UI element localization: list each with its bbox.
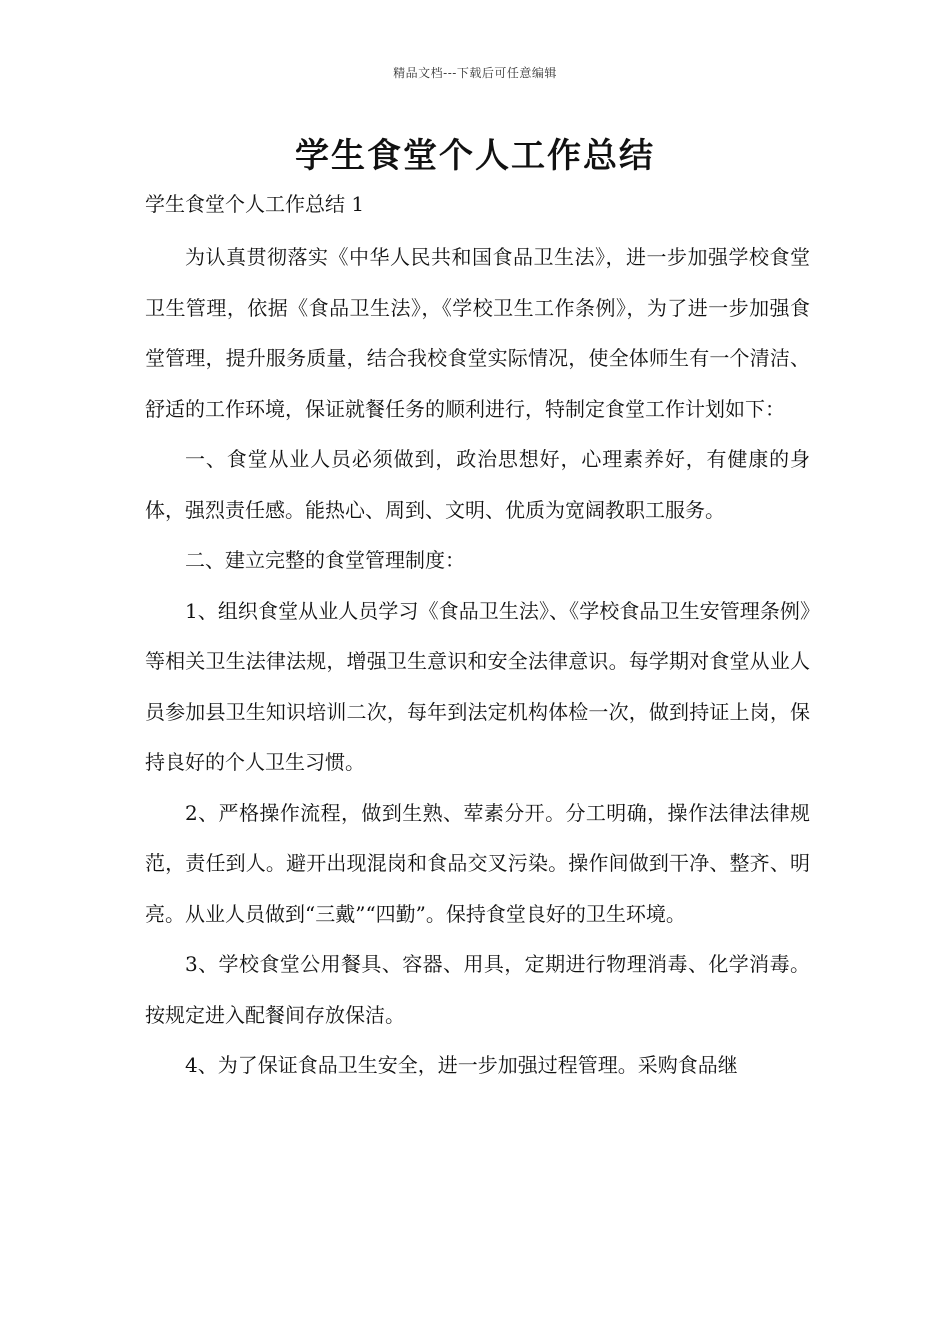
paragraph-intro: 为认真贯彻落实《中华人民共和国食品卫生法》，进一步加强学校食堂卫生管理，依据《食品卫生法》，《学校卫生工作条例》，为了进一步加强食堂管理，提升服务质量，结合我校食堂实际情况，使全体师生有一个清洁、舒适的工作环境，保证就餐任务的顺利进行，特制定食堂工作计划如下：	[145, 245, 810, 421]
section-heading: 学生食堂个人工作总结 1	[145, 192, 365, 216]
paragraph-subitem-3: 3、学校食堂公用餐具、容器、用具，定期进行物理消毒、化学消毒。按规定进入配餐间存放保洁。	[145, 952, 810, 1027]
document-body	[145, 232, 810, 1091]
paragraph-subitem-1: 1、组织食堂从业人员学习《食品卫生法》、《学校食品卫生安管理条例》等相关卫生法律法规，增强卫生意识和安全法律意识。每学期对食堂从业人员参加县卫生知识培训二次，每年到法定机构体检一次，做到持证上岗，保持良好的个人卫生习惯。	[145, 598, 810, 774]
document-title: 学生食堂个人工作总结	[295, 136, 655, 176]
paragraph-item-2: 二、建立完整的食堂管理制度：	[185, 548, 465, 572]
paragraph-subitem-2: 2、严格操作流程，做到生熟、荤素分开。分工明确，操作法律法律规范，责任到人。避开出现混岗和食品交叉污染。操作间做到干净、整齐、明亮。从业人员做到“三戴”“四勤”。保持食堂良好的卫生环境。	[145, 800, 810, 926]
page-header: 精品文档---下载后可任意编辑	[393, 66, 557, 80]
paragraph-item-1: 一、食堂从业人员必须做到，政治思想好，心理素养好，有健康的身体，强烈责任感。能热心、周到、文明、优质为宽阔教职工服务。	[145, 447, 810, 522]
paragraph-subitem-4: 4、为了保证食品卫生安全，进一步加强过程管理。采购食品继	[185, 1053, 738, 1077]
